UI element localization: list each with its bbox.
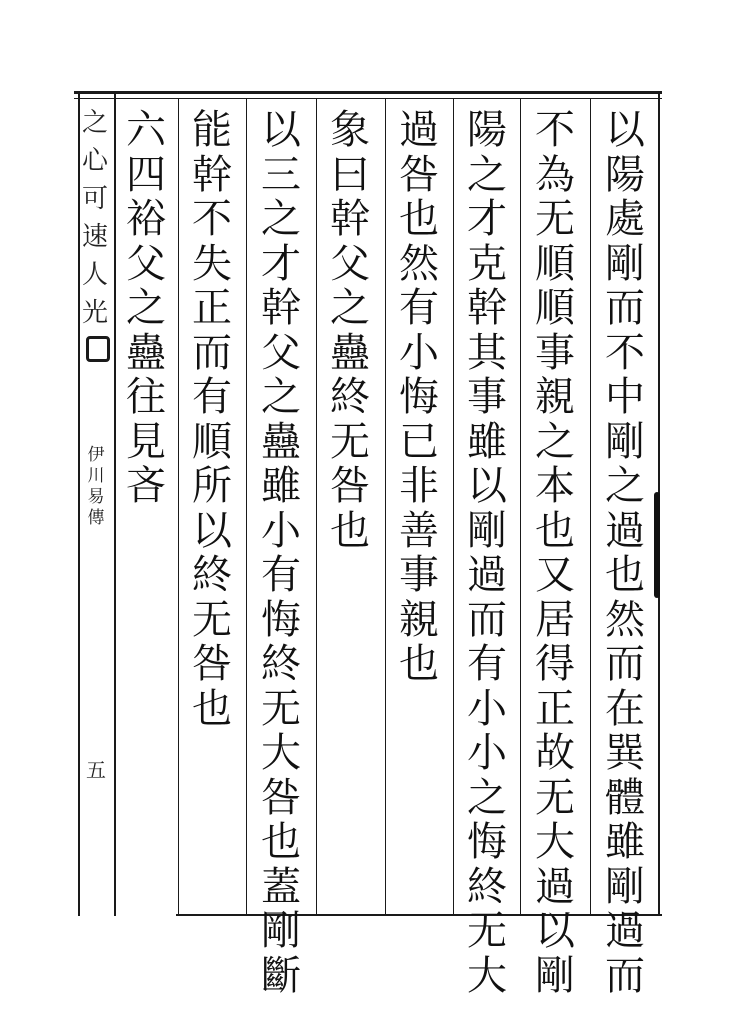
glyph: 以 xyxy=(535,908,575,954)
glyph: 克 xyxy=(467,240,507,287)
glyph: 居 xyxy=(535,596,575,643)
glyph: 也 xyxy=(399,196,439,242)
glyph: 然 xyxy=(605,596,645,643)
strip-glyph: 川 xyxy=(87,466,105,486)
glyph: 失 xyxy=(192,240,232,287)
glyph: 咎 xyxy=(399,151,439,198)
glyph: 幹 xyxy=(330,196,370,242)
glyph: 无 xyxy=(467,908,507,954)
glyph: 而 xyxy=(467,596,507,643)
glyph: 順 xyxy=(535,285,575,331)
glyph: 之 xyxy=(261,196,301,242)
glyph: 親 xyxy=(535,374,575,420)
glyph: 過 xyxy=(399,107,439,153)
glyph: 咎 xyxy=(261,774,301,821)
glyph: 順 xyxy=(192,418,232,465)
glyph: 親 xyxy=(399,596,439,643)
glyph: 事 xyxy=(399,552,439,598)
glyph: 然 xyxy=(399,240,439,287)
inner-top-border xyxy=(74,98,662,99)
glyph: 處 xyxy=(605,196,645,242)
glyph: 之 xyxy=(535,418,575,465)
glyph: 斷 xyxy=(261,952,301,999)
text-column-2 xyxy=(532,108,578,998)
glyph: 不 xyxy=(605,329,645,376)
glyph: 咎 xyxy=(192,641,232,687)
glyph: 悔 xyxy=(467,819,507,865)
glyph: 也 xyxy=(261,819,301,865)
glyph: 而 xyxy=(605,952,645,999)
edge-title-strip xyxy=(80,104,110,332)
glyph: 悔 xyxy=(399,374,439,420)
glyph: 能 xyxy=(192,107,232,153)
glyph: 已 xyxy=(399,418,439,465)
glyph: 幹 xyxy=(192,151,232,198)
glyph: 大 xyxy=(535,819,575,865)
glyph: 事 xyxy=(467,374,507,420)
text-column-3 xyxy=(464,108,510,998)
glyph: 六 xyxy=(126,107,166,153)
glyph: 雖 xyxy=(261,463,301,509)
glyph: 咎 xyxy=(330,463,370,509)
glyph: 四 xyxy=(126,151,166,198)
glyph: 有 xyxy=(467,641,507,687)
glyph: 幹 xyxy=(261,285,301,331)
glyph: 父 xyxy=(330,240,370,287)
column-divider xyxy=(520,98,521,916)
glyph: 非 xyxy=(399,463,439,509)
ink-mark xyxy=(654,492,660,598)
glyph: 不 xyxy=(535,107,575,153)
glyph: 巽 xyxy=(605,730,645,776)
glyph: 而 xyxy=(192,329,232,376)
glyph: 幹 xyxy=(467,285,507,331)
glyph: 本 xyxy=(535,463,575,509)
glyph: 之 xyxy=(330,285,370,331)
glyph: 終 xyxy=(261,641,301,687)
glyph: 剛 xyxy=(467,507,507,554)
text-column-8 xyxy=(123,108,169,509)
glyph: 悔 xyxy=(261,596,301,643)
glyph: 无 xyxy=(330,418,370,465)
glyph: 為 xyxy=(535,151,575,198)
glyph: 終 xyxy=(192,552,232,598)
strip-glyph: 易 xyxy=(87,487,105,507)
glyph: 小 xyxy=(467,730,507,776)
edge-book-title xyxy=(85,445,107,529)
glyph: 曰 xyxy=(330,151,370,198)
glyph: 陽 xyxy=(605,151,645,198)
glyph: 過 xyxy=(605,507,645,554)
folio-number: 五 xyxy=(86,758,106,782)
strip-glyph: 伊 xyxy=(87,445,105,465)
glyph: 之 xyxy=(126,285,166,331)
spine-border-right xyxy=(114,92,116,916)
strip-glyph: 人 xyxy=(81,260,108,290)
glyph: 剛 xyxy=(535,952,575,999)
glyph: 善 xyxy=(399,507,439,554)
glyph: 也 xyxy=(399,641,439,687)
glyph: 在 xyxy=(605,685,645,732)
strip-glyph: 心 xyxy=(81,146,108,176)
glyph: 而 xyxy=(605,641,645,687)
glyph: 也 xyxy=(330,507,370,554)
glyph: 剛 xyxy=(605,863,645,910)
glyph: 雖 xyxy=(467,418,507,465)
glyph: 蠱 xyxy=(330,329,370,376)
glyph: 體 xyxy=(605,774,645,821)
glyph: 以 xyxy=(467,463,507,509)
glyph: 過 xyxy=(467,552,507,598)
glyph: 小 xyxy=(261,507,301,554)
glyph: 順 xyxy=(535,240,575,287)
glyph: 以 xyxy=(192,507,232,554)
glyph: 蠱 xyxy=(126,329,166,376)
glyph: 以 xyxy=(605,107,645,153)
glyph: 剛 xyxy=(605,240,645,287)
glyph: 也 xyxy=(535,507,575,554)
glyph: 有 xyxy=(192,374,232,420)
glyph: 大 xyxy=(467,952,507,999)
glyph: 裕 xyxy=(126,196,166,242)
glyph: 中 xyxy=(605,374,645,420)
glyph: 終 xyxy=(330,374,370,420)
top-border xyxy=(74,91,662,94)
strip-glyph: 之 xyxy=(81,108,108,138)
glyph: 而 xyxy=(605,285,645,331)
glyph: 无 xyxy=(535,196,575,242)
glyph: 之 xyxy=(467,774,507,821)
strip-glyph: 速 xyxy=(81,222,108,252)
glyph: 蓋 xyxy=(261,863,301,910)
glyph: 无 xyxy=(192,596,232,643)
glyph: 小 xyxy=(399,329,439,376)
glyph: 正 xyxy=(535,685,575,732)
glyph: 所 xyxy=(192,463,232,509)
glyph: 蠱 xyxy=(261,418,301,465)
glyph: 无 xyxy=(261,685,301,732)
glyph: 得 xyxy=(535,641,575,687)
text-column-6 xyxy=(258,108,304,998)
glyph: 雖 xyxy=(605,819,645,865)
glyph: 陽 xyxy=(467,107,507,153)
column-divider xyxy=(385,98,386,916)
glyph: 其 xyxy=(467,329,507,376)
column-divider xyxy=(316,98,317,916)
text-column-4 xyxy=(396,108,442,687)
glyph: 有 xyxy=(261,552,301,598)
glyph: 終 xyxy=(467,863,507,910)
glyph: 有 xyxy=(399,285,439,331)
column-divider xyxy=(246,98,247,916)
glyph: 過 xyxy=(535,863,575,910)
glyph: 事 xyxy=(535,329,575,376)
glyph: 之 xyxy=(261,374,301,420)
glyph: 才 xyxy=(261,240,301,287)
strip-glyph: 傳 xyxy=(87,508,105,528)
glyph: 往 xyxy=(126,374,166,420)
glyph: 也 xyxy=(605,552,645,598)
strip-glyph: 可 xyxy=(81,184,108,214)
text-column-5 xyxy=(327,108,373,553)
glyph: 之 xyxy=(605,463,645,509)
glyph: 剛 xyxy=(605,418,645,465)
glyph: 正 xyxy=(192,285,232,331)
column-divider xyxy=(453,98,454,916)
glyph: 吝 xyxy=(126,463,166,509)
glyph: 小 xyxy=(467,685,507,732)
glyph: 故 xyxy=(535,730,575,776)
glyph: 之 xyxy=(467,151,507,198)
glyph: 見 xyxy=(126,418,166,465)
strip-glyph: 光 xyxy=(81,298,108,328)
glyph: 剛 xyxy=(261,908,301,954)
glyph: 三 xyxy=(261,151,301,198)
text-column-7 xyxy=(189,108,235,731)
glyph: 大 xyxy=(261,730,301,776)
glyph: 无 xyxy=(535,774,575,821)
fishtail-marker-icon xyxy=(86,336,110,362)
glyph: 不 xyxy=(192,196,232,242)
glyph: 又 xyxy=(535,552,575,598)
glyph: 才 xyxy=(467,196,507,242)
glyph: 象 xyxy=(330,107,370,153)
glyph: 也 xyxy=(192,685,232,732)
glyph: 父 xyxy=(261,329,301,376)
column-divider xyxy=(178,98,179,916)
column-divider xyxy=(590,98,591,916)
glyph: 過 xyxy=(605,908,645,954)
glyph: 父 xyxy=(126,240,166,287)
text-column-1 xyxy=(602,108,648,998)
glyph: 以 xyxy=(261,107,301,153)
